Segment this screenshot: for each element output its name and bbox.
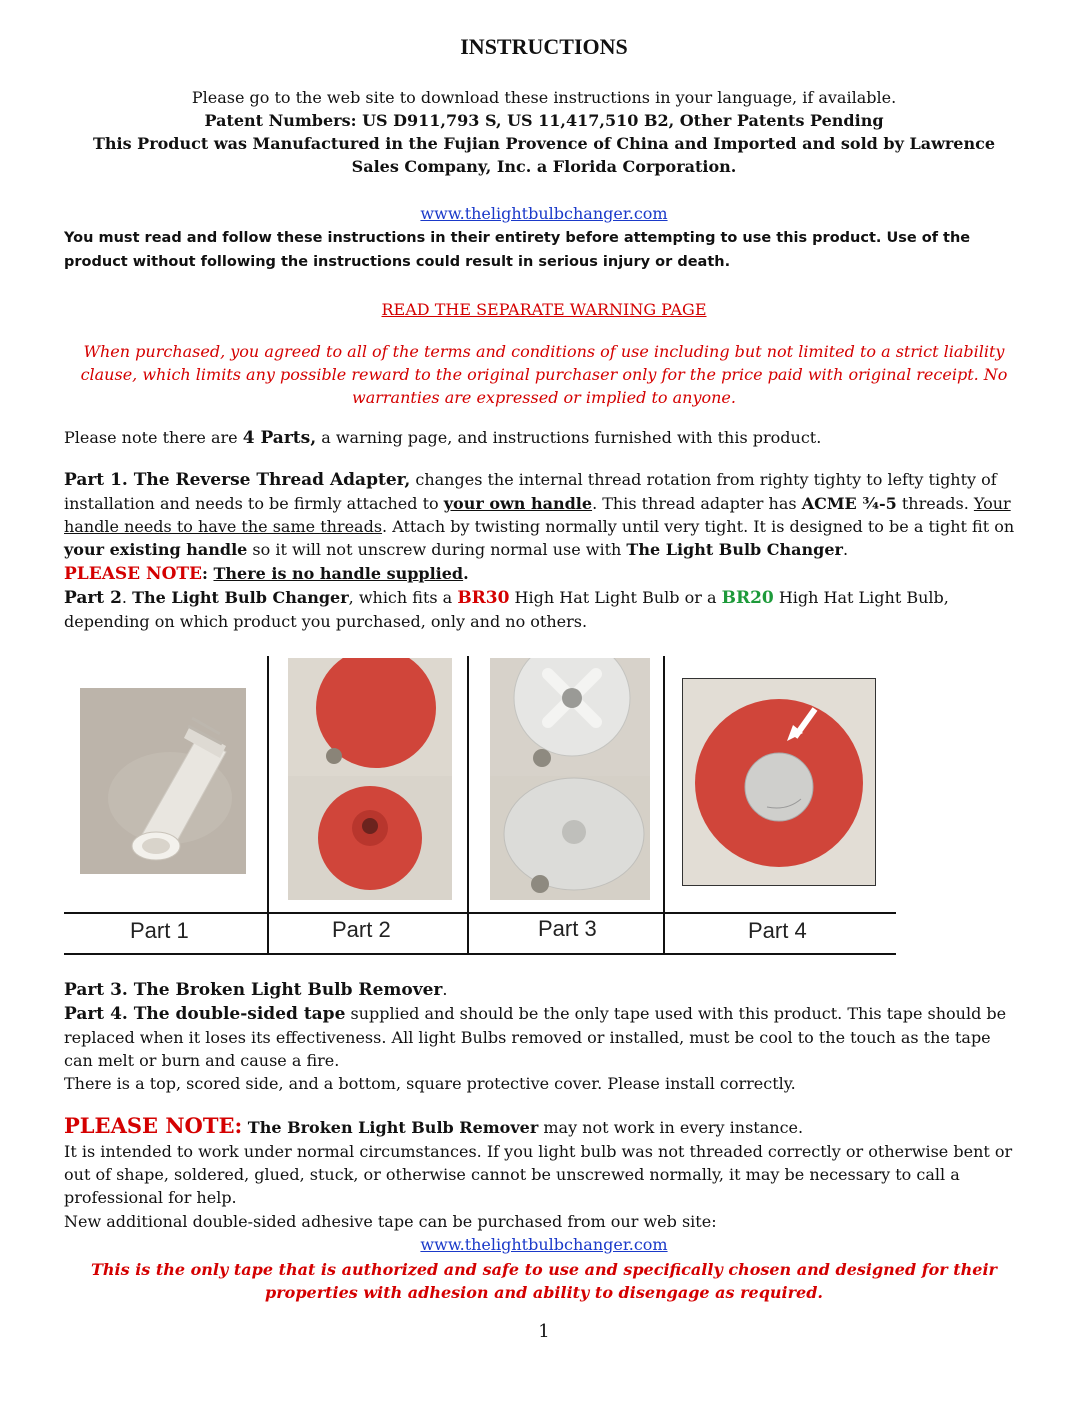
part3-heading: Part 3. The Broken Light Bulb Remover — [64, 980, 443, 1000]
part2-heading: Part 2 — [64, 588, 122, 608]
part2-bottom-photo — [288, 776, 452, 900]
br20-label: BR20 — [721, 588, 774, 608]
figure-rule — [64, 953, 896, 955]
parts-note: Please note there are 4 Parts, a warning page, and instructions furnished with this product. — [64, 428, 822, 448]
figure-divider — [467, 656, 469, 954]
website-link-bottom[interactable]: www.thelightbulbchanger.com — [420, 1235, 668, 1254]
manufacture-line: This Product was Manufactured in the Fujian Provence of China and Imported and sold by Lawrence Sales Company, Inc. a Florida Corporation. — [92, 134, 996, 176]
patent-line: Patent Numbers: US D911,793 S, US 11,417,510 B2, Other Patents Pending — [204, 111, 884, 130]
figure-label-part1: Part 1 — [130, 918, 189, 943]
part3-bottom-photo — [490, 776, 650, 900]
must-read-warning: You must read and follow these instructions in their entirety before attempting to use this product. Use of the product without following the instructions could result in serious injury or death. — [64, 230, 971, 270]
part1-heading: Part 1. The Reverse Thread Adapter, — [64, 470, 411, 490]
please-note-remover: PLEASE NOTE: The Broken Light Bulb Remover may not work in every instance. — [64, 1113, 804, 1138]
warning-page-link[interactable]: READ THE SEPARATE WARNING PAGE — [381, 300, 707, 319]
figure-label-part2: Part 2 — [332, 917, 391, 942]
part4-heading: Part 4. The double-sided tape — [64, 1004, 346, 1024]
part3-top-photo — [490, 658, 650, 776]
part1-paragraph: Part 1. The Reverse Thread Adapter, changes the internal thread rotation from righty tighty to lefty tighty of installation and needs to be firmly attached to your own handle. This thread adapter has ACME ¾-5 threads. Your handle needs to have the same threads. Attach by twisting normally until very tight. It is designed to be a tight fit on your existing handle so it will not unscrew during normal use with The Light Bulb Changer. — [64, 470, 1015, 559]
please-note-label: PLEASE NOTE: — [64, 1113, 243, 1138]
page-title: INSTRUCTIONS — [460, 34, 628, 59]
part3-paragraph: Part 3. The Broken Light Bulb Remover. — [64, 980, 448, 1000]
part1-photo — [80, 688, 246, 874]
tape-purchase-note: New additional double-sided adhesive tape can be purchased from our web site: — [64, 1212, 717, 1231]
figure-divider — [663, 656, 665, 954]
br30-label: BR30 — [457, 588, 510, 608]
page-number: 1 — [538, 1321, 550, 1342]
please-note-label: PLEASE NOTE — [64, 564, 202, 584]
part4-paragraph: Part 4. The double-sided tape supplied and should be the only tape used with this product. This tape should be replaced when it loses its effectiveness. All light Bulbs removed or installed, must be cool to the touch as the tape can melt or burn and cause a fire. — [64, 1004, 1007, 1070]
tape-notice: This is the only tape that is authorized and safe to use and specifically chosen and designed for their properties with adhesion and ability to disengage as required. — [91, 1260, 997, 1302]
remover-explanation: It is intended to work under normal circumstances. If you light bulb was not threaded correctly or otherwise bent or out of shape, soldered, glued, stuck, or otherwise cannot be unscrewed normally, it may be necessary to call a professional for help. — [64, 1142, 1013, 1207]
terms-paragraph: When purchased, you agreed to all of the terms and conditions of use including but not limited to a strict liability clause, which limits any possible reward to the original purchaser only for the price paid with original receipt. No warranties are expressed or implied to anyone. — [80, 342, 1008, 407]
please-note-handle: PLEASE NOTE: There is no handle supplied. — [64, 564, 469, 584]
figure-rule — [64, 912, 896, 914]
intro-line: Please go to the web site to download these instructions in your language, if available. — [191, 88, 897, 107]
figure-label-part3: Part 3 — [538, 916, 597, 941]
part2-paragraph: Part 2. The Light Bulb Changer, which fits a BR30 High Hat Light Bulb or a BR20 High Hat Light Bulb, depending on which product you purchased, only and no others. — [64, 588, 949, 631]
figure-divider — [267, 656, 269, 954]
parts-figure — [64, 652, 896, 956]
figure-label-part4: Part 4 — [748, 918, 807, 943]
part4-install-note: There is a top, scored side, and a bottom, square protective cover. Please install correctly. — [64, 1074, 796, 1093]
part4-photo — [682, 678, 876, 886]
part2-top-photo — [288, 658, 452, 776]
website-link-top[interactable]: www.thelightbulbchanger.com — [420, 204, 668, 223]
